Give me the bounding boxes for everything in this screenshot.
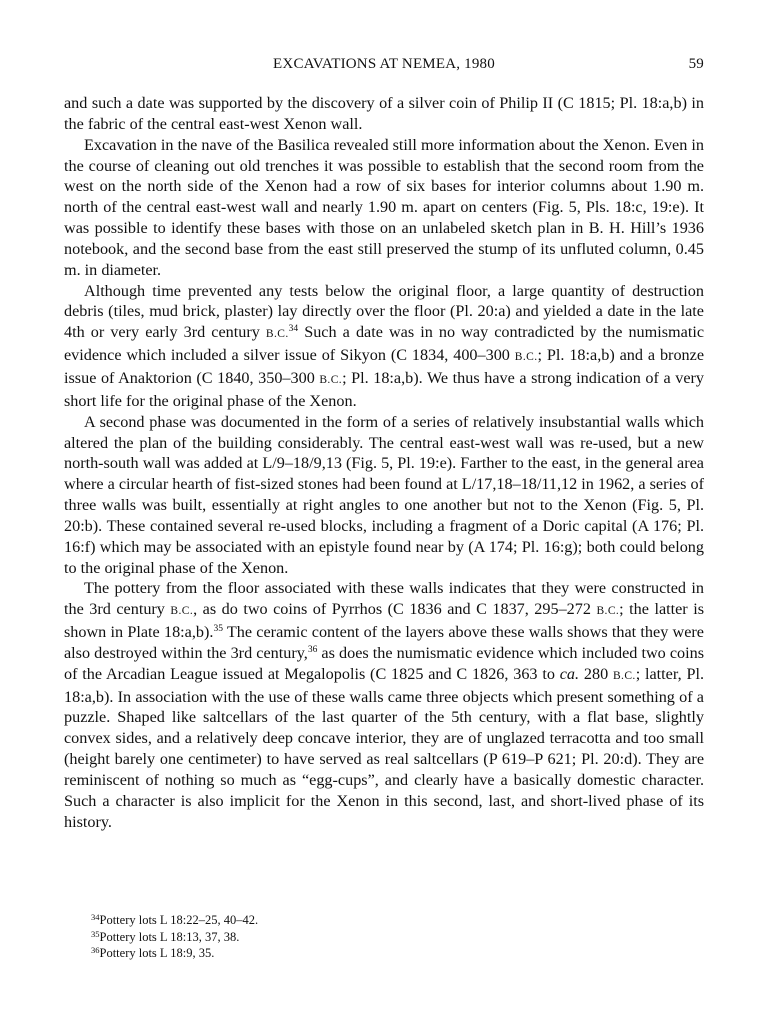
bc-abbrev: B.C. [265, 328, 289, 341]
footnote-ref-35: 35 [213, 624, 223, 635]
bc-abbrev: B.C. [170, 605, 194, 618]
footnote-36: $^{36}$Pottery lots L 18:9, 35. [91, 945, 215, 961]
footnotes [91, 912, 258, 962]
footnote-ref-34: 34 [288, 324, 299, 335]
bc-abbrev: B.C. [514, 351, 538, 364]
paragraph-1: and such a date was supported by the discovery of a silver coin of Philip II (C 1815; Pl. 18:a,b) in the fabric of the central east-west Xenon wall. [64, 94, 704, 133]
running-title: EXCAVATIONS AT NEMEA, 1980 [273, 56, 495, 72]
page [64, 56, 704, 833]
body-text [64, 93, 704, 833]
running-head [64, 56, 704, 78]
bc-abbrev: B.C. [319, 373, 343, 386]
paragraph-4: A second phase was documented in the form of a series of relatively insubstantial walls which altered the plan of the building considerably. The central east-west wall was re-used, but a new north-south wall was added at L/9–18/9,13 (Fig. 5, Pl. 19:e). Farther to the east, in the general area where a circular hearth of fist-sized stones had been found at L/17,18–18/11,12 in 1962, a series of three walls was built, essentially at right angles to one another but not to the Xenon (Fig. 5, Pl. 20:b). These contained several re-used blocks, including a fragment of a Doric capital (A 176; Pl. 16:f) which may be associated with an epistyle found near by (A 174; Pl. 16:g); both could belong to the original phase of the Xenon. [64, 412, 704, 577]
bc-abbrev: B.C. [596, 605, 620, 618]
footnote-34: $^{34}$Pottery lots L 18:22–25, 40–42. [91, 912, 259, 927]
paragraph-3: Although time prevented any tests below the original floor, a large quantity of destruction debris (tiles, mud brick, plaster) lay directly over the floor (Pl. 20:a) and yielded a date in the late 4th or very early 3rd century B.C.$^{34}$ Such a date was in no way contradicted by the numismatic evidence which included a silver issue of Sikyon (C 1834, 400–300 B.C.; Pl. 18:a,b) and a bronze issue of Anaktorion (C 1840, 350–300 B.C.; Pl. 18:a,b). We thus have a strong indication of a very short life for the original phase of the Xenon. [64, 281, 705, 410]
paragraph-2: Excavation in the nave of the Basilica revealed still more information about the Xenon. Even in the course of cleaning out old trenches it was possible to establish that the second room from the west on the north side of the Xenon had a row of six bases for interior columns about 1.90 m. north of the central east-west wall and nearly 1.90 m. apart on centers (Fig. 5, Pls. 18:c, 19:e). It was possible to identify these bases with those on an unlabeled sketch plan in B. H. Hill’s 1936 notebook, and the second base from the east still preserved the stump of its unfluted column, 0.45 m. in diameter. [64, 135, 704, 279]
footnote-35: $^{35}$Pottery lots L 18:13, 37, 38. [91, 928, 240, 944]
italic-ca: ca. [559, 664, 580, 683]
bc-abbrev: B.C. [612, 669, 636, 682]
paragraph-5: The pottery from the floor associated with these walls indicates that they were constructed in the 3rd century B.C., as do two coins of Pyrrhos (C 1836 and C 1837, 295–272 B.C.; the latter is shown in Plate 18:a,b).$^{35}$ The ceramic content of the layers above these walls shows that they were also destroyed within the 3rd century,$^{36}$ as does the numismatic evidence which included two coins of the Arcadian League issued at Megalopolis (C 1825 and C 1826, 363 to ca. 280 B.C.; latter, Pl. 18:a,b). In association with the use of these walls came three objects which present something of a puzzle. Shaped like saltcellars of the last quarter of the 5th century, with a flat base, slightly convex sides, and a relatively deep concave interior, they are of unglazed terracotta and too small (height barely one centimeter) to have served as real saltcellars (P 619–P 621; Pl. 20:d). They are reminiscent of nothing so much as “egg-cups”, and clearly have a basically domestic character. Such a character is also implicit for the Xenon in this second, last, and short-lived phase of its history. [64, 579, 705, 831]
page-number: 59 [688, 56, 704, 72]
footnote-ref-36: 36 [307, 644, 318, 655]
